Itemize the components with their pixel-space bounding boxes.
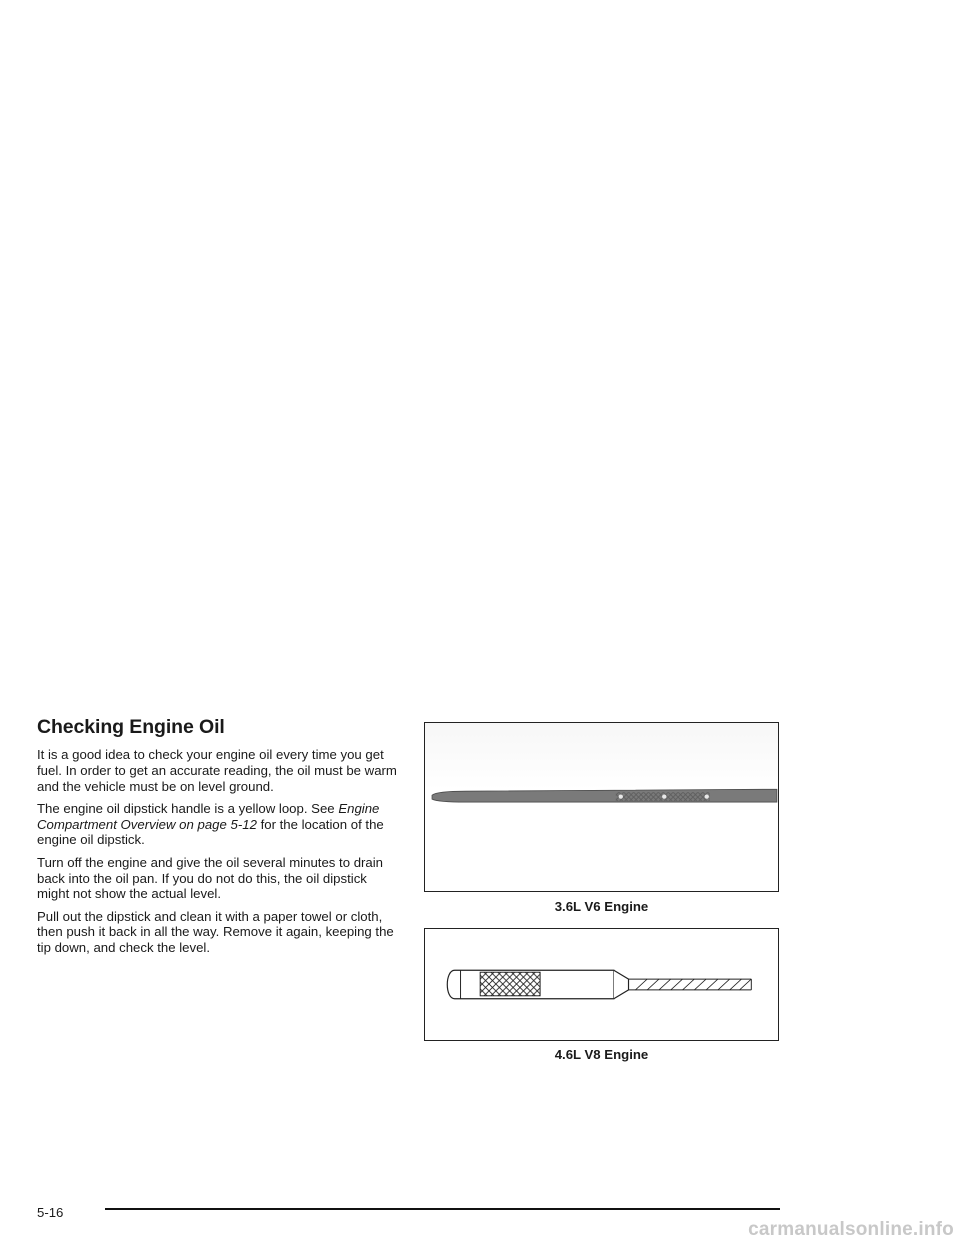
page-number: 5-16 [37, 1205, 64, 1220]
footer-rule [105, 1208, 780, 1210]
watermark: carmanualsonline.info [748, 1219, 954, 1240]
v6-dipstick-illustration [425, 723, 778, 891]
v6-figure-caption: 3.6L V6 Engine [554, 899, 649, 914]
paragraph-2-text-start: The engine oil dipstick handle is a yellow loop. See [37, 801, 339, 817]
engine-compartment-link[interactable]: Engine Compartment Overview on page 5-12 [37, 801, 380, 832]
paragraph-2 [37, 801, 402, 848]
section-title: Checking Engine Oil [37, 716, 225, 738]
paragraph-1: It is a good idea to check your engine oil every time you get fuel. In order to get an accurate reading, the oil must be warm and the vehicle must be on level ground. [37, 747, 397, 794]
paragraph-3: Turn off the engine and give the oil several minutes to drain back into the oil pan. If you do not do this, the oil dipstick might not show the actual level. [37, 854, 384, 902]
v8-figure-caption: 4.6L V8 Engine [554, 1047, 649, 1062]
paragraph-2-text-end: for the location of the engine oil dipstick. [37, 816, 384, 848]
v6-dipstick-figure [424, 722, 779, 892]
paragraph-4: Pull out the dipstick and clean it with a paper towel or cloth, then push it back in all the way. Remove it again, keeping the tip down, and check the level. [37, 908, 394, 955]
text-column [37, 716, 402, 963]
v8-dipstick-illustration [425, 929, 778, 1040]
v8-dipstick-figure [424, 928, 779, 1041]
